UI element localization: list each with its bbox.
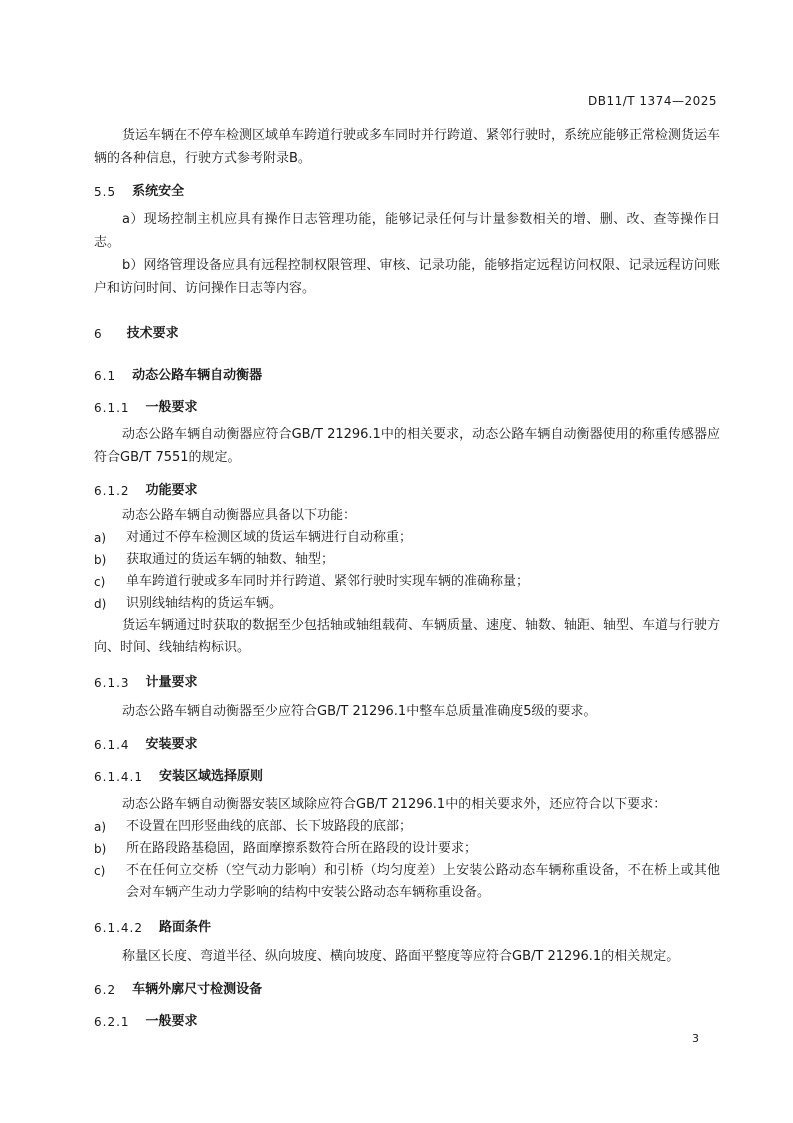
list-item (94, 838, 720, 860)
list-marker: a) (94, 820, 107, 834)
road-condition-text: 称量区长度、弯道半径、纵向坡度、横向坡度、路面平整度等应符合GB/T 21296.1的相关规定。 (122, 949, 680, 964)
section-title: 计量要求 (145, 675, 198, 690)
list-text: 单车跨道行驶或多车同时并行跨道、紧邻行驶时实现车辆的准确称量； (126, 574, 530, 589)
section-title: 安装要求 (145, 737, 198, 752)
list-text: 不在任何立交桥（空气动力影响）和引桥（均匀度差）上安装公路动态车辆称重设备，不在桥上或其他会对车辆产生动力学影响的结构中安装公路动态车辆称重设备。 (126, 863, 720, 900)
list-marker: d) (94, 597, 107, 611)
section-number: 6 (94, 327, 103, 341)
heading-6-2-1 (94, 1012, 720, 1032)
list-marker: c) (94, 575, 106, 589)
function-lead: 动态公路车辆自动衡器应具备以下功能： (122, 508, 357, 523)
list-marker: c) (94, 864, 106, 878)
page-number: 3 (692, 1032, 699, 1045)
list-text: 识别线轴结构的货运车辆。 (126, 596, 283, 611)
list-marker: b) (94, 842, 107, 856)
installation-list (94, 816, 720, 904)
section-number: 6.1.3 (94, 676, 130, 690)
section-title: 车辆外廓尺寸检测设备 (132, 982, 263, 997)
heading-6-1-1 (94, 398, 720, 418)
standard-id: DB11/T 1374—2025 (587, 94, 717, 108)
general-requirements-text: 动态公路车辆自动衡器应符合GB/T 21296.1中的相关要求，动态公路车辆自动衡器使用的称重传感器应符合GB/T 7551的规定。 (94, 427, 720, 465)
list-item (94, 593, 720, 615)
section-title: 动态公路车辆自动衡器 (132, 368, 263, 383)
section-number: 6.1 (94, 369, 117, 383)
heading-6-1-2 (94, 481, 720, 501)
section-title: 功能要求 (145, 483, 198, 498)
list-item (94, 527, 720, 549)
section-title: 技术要求 (126, 326, 179, 341)
list-marker: b) (94, 553, 107, 567)
list-item (94, 860, 720, 904)
section-title: 安装区域选择原则 (158, 769, 263, 784)
section-title: 系统安全 (132, 184, 185, 199)
list-item (94, 816, 720, 838)
list-text: 对通过不停车检测区域的货运车辆进行自动称重； (126, 530, 413, 545)
heading-6-1-4-2 (94, 918, 720, 938)
heading-6 (94, 324, 720, 344)
security-list (94, 208, 720, 300)
heading-6-1 (94, 366, 720, 386)
function-list (94, 527, 720, 615)
heading-5-5 (94, 182, 720, 202)
section-number: 6.1.4.2 (94, 921, 143, 935)
section-title: 一般要求 (145, 400, 198, 415)
function-tail: 货运车辆通过时获取的数据至少包括轴或轴组载荷、车辆质量、速度、轴数、轴距、轴型、车道与行驶方向、时间、线轴结构标识。 (94, 618, 721, 655)
list-item (94, 549, 720, 571)
heading-6-1-4-1 (94, 767, 720, 787)
metrology-text: 动态公路车辆自动衡器至少应符合GB/T 21296.1中整车总质量准确度5级的要求。 (122, 704, 597, 719)
intro-paragraph: 货运车辆在不停车检测区域单车跨道行驶或多车同时并行跨道、紧邻行驶时，系统应能够正常检测货运车辆的各种信息，行驶方式参考附录B。 (94, 128, 721, 166)
list-item (94, 571, 720, 593)
installation-lead: 动态公路车辆自动衡器安装区域除应符合GB/T 21296.1中的相关要求外，还应符合以下要求： (122, 797, 667, 812)
section-title: 一般要求 (145, 1014, 198, 1029)
section-number: 6.1.2 (94, 484, 130, 498)
section-title: 路面条件 (158, 920, 211, 935)
security-item-a: a）现场控制主机应具有操作日志管理功能，能够记录任何与计量参数相关的增、删、改、查等操作日志。 (94, 212, 720, 250)
section-number: 6.1.4 (94, 738, 130, 752)
security-item-b: b）网络管理设备应具有远程控制权限管理、审核、记录功能，能够指定远程访问权限、记录远程访问账户和访问时间、访问操作日志等内容。 (94, 258, 720, 296)
list-marker: a) (94, 531, 107, 545)
list-text: 获取通过的货运车辆的轴数、轴型； (126, 552, 335, 567)
list-text: 所在路段路基稳固，路面摩擦系数符合所在路段的设计要求； (126, 841, 478, 856)
section-number: 6.2 (94, 983, 117, 997)
section-number: 5.5 (94, 185, 117, 199)
list-text: 不设置在凹形竖曲线的底部、长下坡路段的底部； (126, 819, 413, 834)
page-content (94, 124, 720, 1032)
heading-6-1-3 (94, 673, 720, 693)
heading-6-2 (94, 980, 720, 1000)
section-number: 6.1.1 (94, 401, 130, 415)
section-number: 6.1.4.1 (94, 770, 143, 784)
heading-6-1-4 (94, 735, 720, 755)
section-number: 6.2.1 (94, 1015, 130, 1029)
